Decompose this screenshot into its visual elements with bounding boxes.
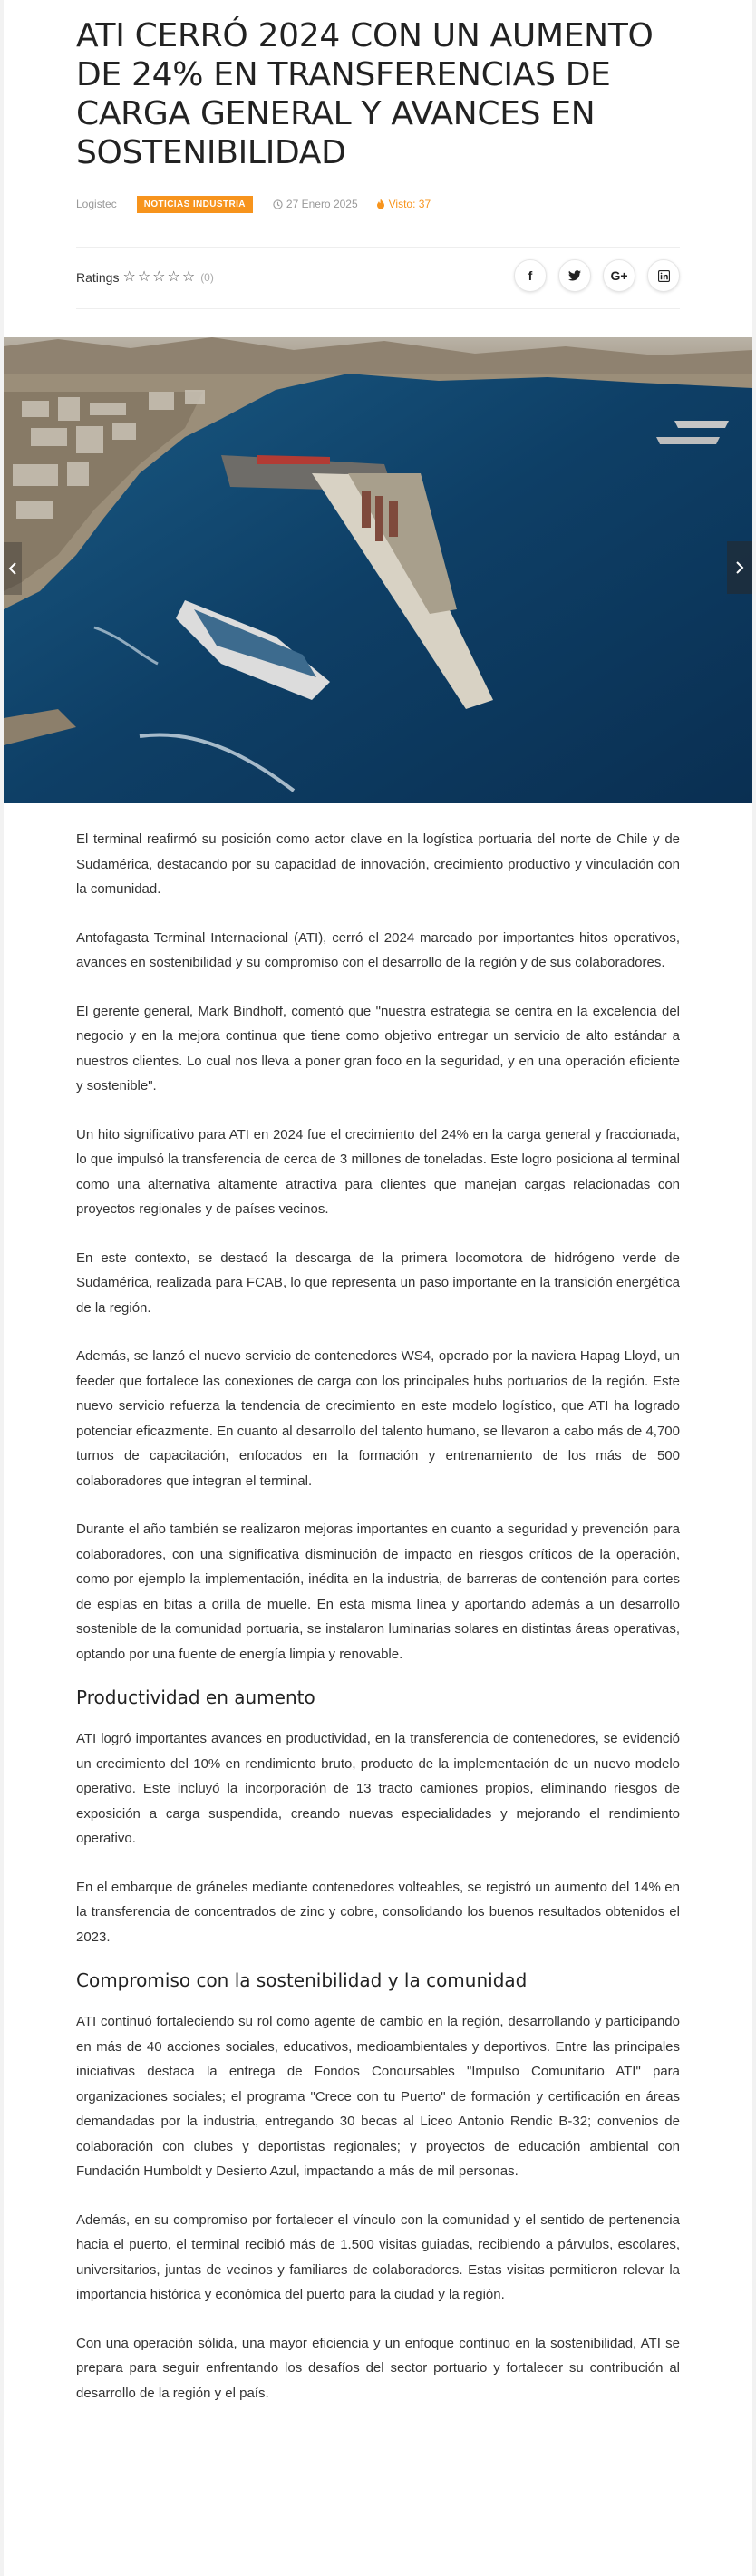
clock-icon xyxy=(273,199,283,209)
chevron-right-icon xyxy=(735,561,744,574)
article-views-text: Visto: 37 xyxy=(388,198,431,210)
article-date xyxy=(273,198,358,210)
share-facebook-button[interactable] xyxy=(514,259,547,292)
ratings-divider xyxy=(76,308,680,309)
paragraph: ATI continuó fortaleciendo su rol como agente de cambio en la región, desarrollando y participando en más de 40 acciones sociales, educativos, medioambientales y deportivos. Entre las principales iniciativas destaca la entrega de Fondos Concursables "Impulso Comunitario ATI" para organizaciones sociales; el programa "Crece con tu Puerto" de formación y certificación en áreas demandadas por la industria, entregando 30 becas al Liceo Antonio Rendic B-32; convenios de colaboración con clubes y deportistas regionales; y proyectos de educación ambiental con Fundación Humboldt y Desierto Azul, impactando a más de mil personas. xyxy=(76,2014,680,2179)
facebook-icon: f xyxy=(528,268,533,283)
share-linkedin-button[interactable] xyxy=(647,259,680,292)
paragraph: Con una operación sólida, una mayor eficiencia y un enfoque continuo en la sostenibilidad, ATI se prepara para seguir enfrentando los desafíos del sector portuario y fortalecer su contribución al desarrollo de la región y el país. xyxy=(76,2335,680,2401)
article-date-text: 27 Enero 2025 xyxy=(286,198,358,210)
ratings-count: (0) xyxy=(200,271,214,284)
meta-divider xyxy=(76,247,680,248)
share-twitter-button[interactable] xyxy=(558,259,591,292)
paragraph: Durante el año también se realizaron mejoras importantes en cuanto a seguridad y prevención para colaboradores, con una significativa disminución de impacto en riesgos críticos de la operación, como por ejemplo la implementación, inédita en la industria, de barreras de contención para cortes de espías en bitas a orilla de muelle. En esta misma línea y aportando además a un desarrollo sostenible de la comunidad portuaria, se instalaron luminarias solares en distintas áreas operativas, optando por una fuente de energía limpia y renovable. xyxy=(76,1521,680,1662)
paragraph: Además, en su compromiso por fortalecer el vínculo con la comunidad y el sentido de pertenencia hacia el puerto, el terminal recibió más de 1.500 visitas guiadas, recibiendo a párvulos, escolares, universitarios, juntas de vecinos y familiares de colaboradores. Estas visitas permitieron relevar la importancia histórica y económica del puerto para la ciudad y la región. xyxy=(76,2211,680,2302)
paragraph: Un hito significativo para ATI en 2024 fue el crecimiento del 24% en la carga general y fraccionada, lo que impulsó la transferencia de cerca de 3 millones de toneladas. Este logro posiciona al terminal como una alternativa altamente atractiva para clientes que manejan cargas relacionadas con proyectos regionales y de países vecinos. xyxy=(76,1126,680,1217)
paragraph: El terminal reafirmó su posición como actor clave en la logística portuaria del norte de Chile y de Sudamérica, destacando por su capacidad de innovación, crecimiento productivo y vinculación con la comunidad. xyxy=(76,831,680,897)
share-googleplus-button[interactable] xyxy=(603,259,635,292)
hero-image xyxy=(4,337,752,803)
category-badge[interactable]: NOTICIAS INDUSTRIA xyxy=(137,196,253,213)
slider-prev-button[interactable] xyxy=(4,542,22,595)
ratings-label: Ratings xyxy=(76,270,120,285)
slider-next-button[interactable] xyxy=(727,541,752,594)
article-meta xyxy=(76,194,680,214)
rating-star-4[interactable]: ☆ xyxy=(167,269,180,285)
article-author[interactable]: Logistec xyxy=(76,198,117,210)
twitter-icon xyxy=(568,270,581,281)
rating-star-5[interactable]: ☆ xyxy=(181,269,196,285)
linkedin-icon xyxy=(658,270,670,282)
chevron-left-icon xyxy=(8,562,17,575)
fire-icon xyxy=(376,199,385,209)
port-aerial-photo-icon xyxy=(4,337,752,803)
article-views xyxy=(376,198,431,210)
section-heading-sostenibilidad: Compromiso con la sostenibilidad y la comunidad xyxy=(76,1969,528,1991)
paragraph: En el embarque de gráneles mediante contenedores volteables, se registró un aumento del 14% en la transferencia de concentrados de zinc y cobre, consolidando los buenos resultados obtenidos el 2023. xyxy=(76,1879,680,1945)
rating-star-1[interactable]: ☆ xyxy=(122,269,136,285)
paragraph: Además, se lanzó el nuevo servicio de contenedores WS4, operado por la naviera Hapag Lloyd, un feeder que fortalece las conexiones de carga con los principales hubs portuarios de la región. Este nuevo servicio refuerza la tendencia de crecimiento en este modelo logístico, que ATI ha logrado potenciar eficazmente. En cuanto al desarrollo del talento humano, se llevaron a cabo más de 4,700 turnos de capacitación, enfocados en la formación y entrenamiento de los más de 500 colaboradores que integran el terminal. xyxy=(76,1348,680,1489)
paragraph: El gerente general, Mark Bindhoff, comentó que "nuestra estrategia se centra en la excelencia del negocio y en la mejora continua que tiene como objetivo entregar un servicio de alto estándar a nuestros clientes. Lo cual nos lleva a poner gran foco en la seguridad, y en una operación eficiente y sostenible". xyxy=(76,1003,680,1094)
ratings-bar xyxy=(76,259,680,296)
paragraph: Antofagasta Terminal Internacional (ATI), cerró el 2024 marcado por importantes hitos operativos, avances en sostenibilidad y su compromiso con el desarrollo de la región y de sus colaboradores. xyxy=(76,929,680,970)
share-buttons xyxy=(514,259,680,292)
article-title: ATI CERRÓ 2024 CON UN AUMENTO DE 24% EN TRANSFERENCIAS DE CARGA GENERAL Y AVANCES EN SOSTENIBILIDAD xyxy=(76,17,654,171)
page-border-right xyxy=(752,0,756,2576)
section-heading-productividad: Productividad en aumento xyxy=(76,1687,315,1708)
article-body xyxy=(76,827,680,2429)
googleplus-icon: G+ xyxy=(610,268,628,283)
rating-star-3[interactable]: ☆ xyxy=(152,269,166,285)
rating-star-2[interactable]: ☆ xyxy=(137,269,151,285)
paragraph: ATI logró importantes avances en productividad, en la transferencia de contenedores, se evidenció un crecimiento del 10% en rendimiento bruto, producto de la implementación de un nuevo modelo operativo. Este incluyó la incorporación de 13 tracto camiones propios, eliminando riesgos de exposición a carga suspendida, creando nuevas especialidades y mejorando el rendimiento operativo. xyxy=(76,1731,680,1846)
paragraph: En este contexto, se destacó la descarga de la primera locomotora de hidrógeno verde de Sudamérica, realizada para FCAB, lo que representa un paso importante en la transición energética de la región. xyxy=(76,1249,680,1316)
